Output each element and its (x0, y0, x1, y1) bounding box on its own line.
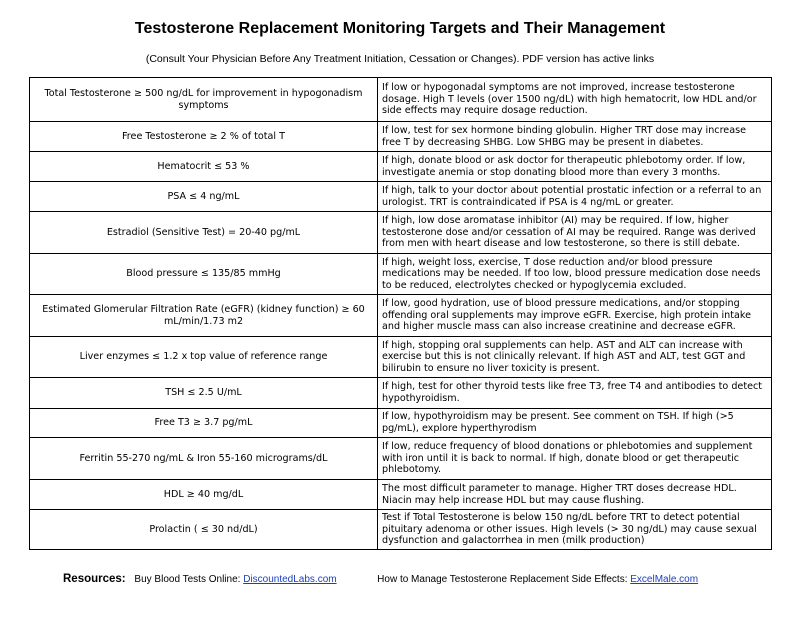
management-cell: If high, test for other thyroid tests like free T3, free T4 and antibodies to detect hypothyroidism. (378, 378, 772, 409)
table-row (30, 295, 772, 337)
target-cell: Free Testosterone ≥ 2 % of total T (30, 122, 378, 152)
target-cell: Free T3 ≥ 3.7 pg/mL (30, 409, 378, 438)
target-cell: TSH ≤ 2.5 U/mL (30, 378, 378, 409)
table-row (30, 337, 772, 378)
target-cell: Estradiol (Sensitive Test) = 20-40 pg/mL (30, 212, 378, 254)
table-row (30, 438, 772, 480)
target-cell: Hematocrit ≤ 53 % (30, 152, 378, 182)
buy-tests-text: Buy Blood Tests Online: (134, 574, 241, 585)
management-cell: Test if Total Testosterone is below 150 ng/dL before TRT to detect potential pituitary adenoma or other issues. High levels (> 30 ng/dL) may cause sexual dysfunction and galactorrhea in men (milk production) (378, 510, 772, 550)
table-row (30, 212, 772, 254)
management-cell: If high, donate blood or ask doctor for therapeutic phlebotomy order. If low, investigate anemia or stop donating blood more than every 3 months. (378, 152, 772, 182)
target-cell: PSA ≤ 4 ng/mL (30, 182, 378, 212)
page-title: Testosterone Replacement Monitoring Targets and Their Management (134, 20, 666, 37)
manage-side-effects-text: How to Manage Testosterone Replacement Side Effects: (377, 574, 628, 585)
management-cell: If high, stopping oral supplements can help. AST and ALT can increase with exercise but this is not clinically relevant. If high AST and ALT, test GGT and bilirubin to ensure no liver toxicity is present. (378, 337, 772, 378)
management-cell: If high, talk to your doctor about potential prostatic infection or a referral to an urologist. TRT is contraindicated if PSA is 4 ng/mL or greater. (378, 182, 772, 212)
page-subtitle: (Consult Your Physician Before Any Treatment Initiation, Cessation or Changes). PDF version has active links (145, 53, 655, 65)
table-row (30, 409, 772, 438)
target-cell: Estimated Glomerular Filtration Rate (eGFR) (kidney function) ≥ 60 mL/min/1.73 m2 (30, 295, 378, 337)
target-cell: HDL ≥ 40 mg/dL (30, 480, 378, 510)
target-cell: Blood pressure ≤ 135/85 mmHg (30, 254, 378, 295)
target-cell: Liver enzymes ≤ 1.2 x top value of reference range (30, 337, 378, 378)
target-cell: Total Testosterone ≥ 500 ng/dL for improvement in hypogonadism symptoms (30, 78, 378, 122)
monitoring-targets-table (29, 77, 772, 550)
table-row (30, 510, 772, 550)
target-cell: Ferritin 55-270 ng/mL & Iron 55-160 micrograms/dL (30, 438, 378, 480)
table-row (30, 78, 772, 122)
table-row (30, 254, 772, 295)
table-row (30, 122, 772, 152)
management-cell: If high, weight loss, exercise, T dose reduction and/or blood pressure medications may be needed. If too low, blood pressure medication dose needs to be reduced, electrolytes checked or hypoglycemia excluded. (378, 254, 772, 295)
table-row (30, 378, 772, 409)
management-cell: If low or hypogonadal symptoms are not improved, increase testosterone dosage. High T levels (over 1500 ng/dL) with high hematocrit, low HDL and/or side effects may require dosage reduction. (378, 78, 772, 122)
management-cell: If low, reduce frequency of blood donations or phlebotomies and supplement with iron until it is back to normal. If high, donate blood or get therapeutic phlebotomy. (378, 438, 772, 480)
target-cell: Prolactin ( ≤ 30 nd/dL) (30, 510, 378, 550)
table-row (30, 182, 772, 212)
table-row (30, 152, 772, 182)
resources-footer (63, 573, 783, 585)
discountedlabs-link[interactable]: DiscountedLabs.com (243, 574, 337, 585)
management-cell: If low, hypothyroidism may be present. See comment on TSH. If high (>5 pg/mL), explore hyperthyrodism (378, 409, 772, 438)
management-cell: If low, test for sex hormone binding globulin. Higher TRT dose may increase free T by decreasing SHBG. Low SHBG may be present in diabetes. (378, 122, 772, 152)
management-cell: The most difficult parameter to manage. Higher TRT doses decrease HDL. Niacin may help increase HDL but may cause flushing. (378, 480, 772, 510)
management-cell: If high, low dose aromatase inhibitor (AI) may be required. If low, higher testosterone dose and/or cessation of AI may be required. Range was derived from men with heart disease and low testosterone, so there is still debate. (378, 212, 772, 254)
resources-label: Resources: (63, 573, 126, 585)
management-cell: If low, good hydration, use of blood pressure medications, and/or stopping offending oral supplements may improve eGFR. Exercise, high protein intake and higher muscle mass can also increase creatinine and decrease eGFR. (378, 295, 772, 337)
table-row (30, 480, 772, 510)
excelmale-link[interactable]: ExcelMale.com (630, 574, 699, 585)
